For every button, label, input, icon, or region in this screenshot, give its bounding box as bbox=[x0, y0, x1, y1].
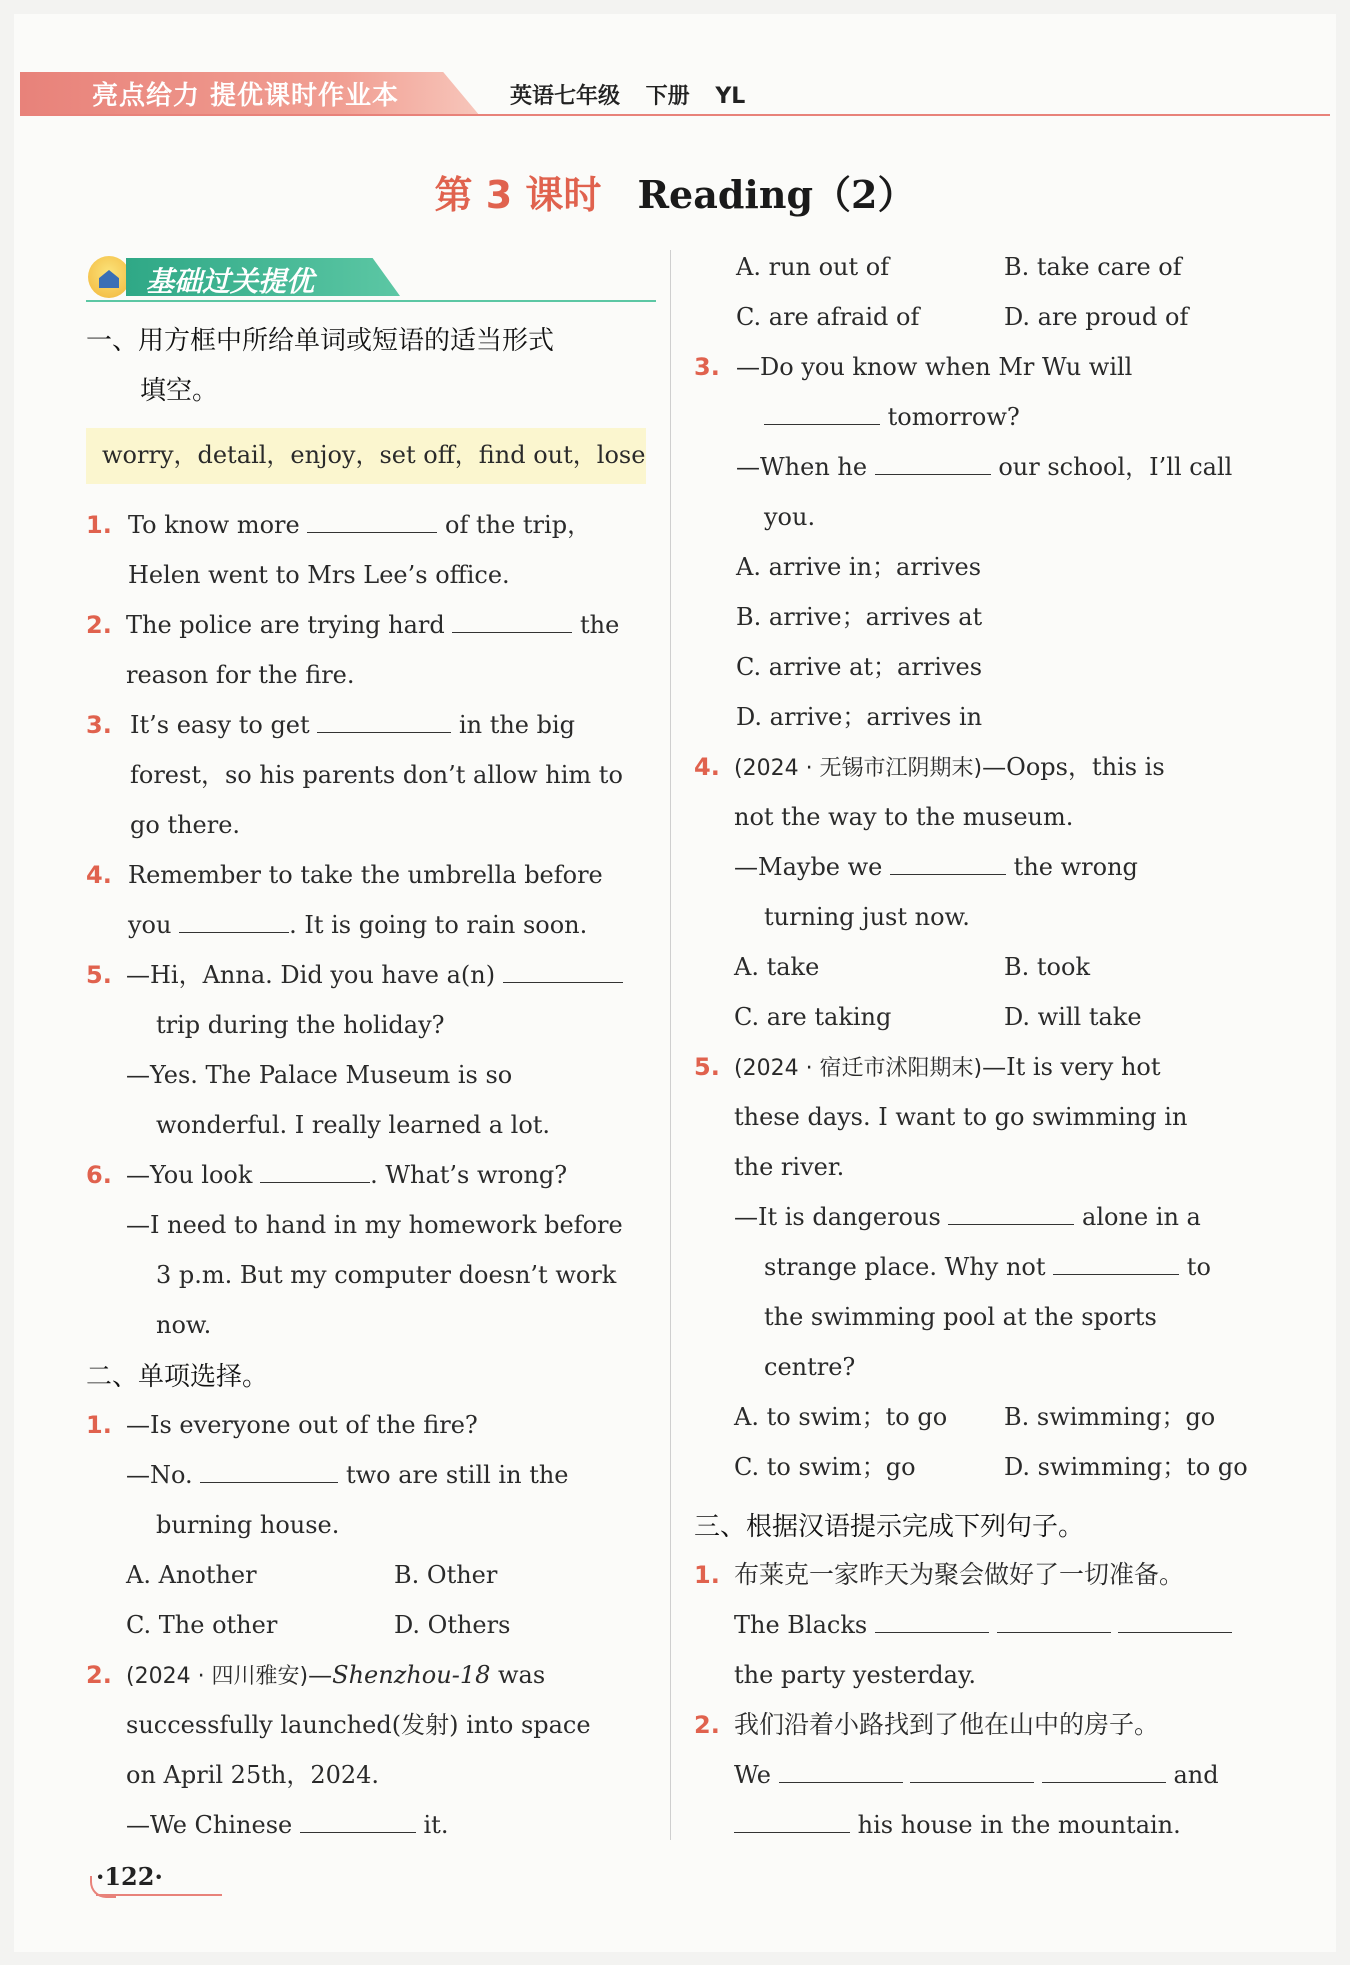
fill-item-4-line2: you . It is going to rain soon. bbox=[128, 900, 587, 950]
option-b[interactable]: B. arrive；arrives at bbox=[736, 603, 983, 631]
lesson-title: Reading（2） bbox=[637, 172, 916, 217]
fill-item-1-line1: To know more of the trip， bbox=[128, 500, 591, 550]
fill-item-6-line4: now. bbox=[156, 1311, 212, 1339]
banner-label: 基础过关提优 bbox=[146, 265, 315, 298]
answer-blank[interactable] bbox=[997, 1606, 1111, 1633]
item-number: 1. bbox=[86, 511, 112, 539]
fill-item-1-line2: Helen went to Mrs Lee’s office. bbox=[128, 561, 510, 589]
option-b[interactable]: B. take care of bbox=[1004, 253, 1182, 281]
answer-blank[interactable] bbox=[948, 1198, 1074, 1225]
mc-q2-line3: on April 25th，2024. bbox=[126, 1761, 380, 1789]
part3-heading: 三、根据汉语提示完成下列句子。 bbox=[694, 1512, 1085, 1542]
question-source: (2024 · 无锡市江阴期末) bbox=[734, 756, 983, 781]
answer-blank[interactable] bbox=[503, 956, 623, 983]
fill-item-6-line3: 3 p.m. But my computer doesn’t work bbox=[156, 1261, 617, 1289]
answer-blank[interactable] bbox=[200, 1456, 338, 1483]
mc-q5-line2: these days. I want to go swimming in bbox=[734, 1103, 1188, 1131]
house-icon bbox=[88, 256, 130, 298]
mc-q4-line4: turning just now. bbox=[764, 903, 970, 931]
mc-q4-line3: —Maybe we the wrong bbox=[734, 842, 1138, 892]
translate-2-line1: We and bbox=[734, 1750, 1219, 1800]
option-a[interactable]: A. run out of bbox=[736, 253, 890, 281]
answer-blank[interactable] bbox=[734, 1806, 850, 1833]
option-d[interactable]: D. are proud of bbox=[1004, 303, 1189, 331]
option-a[interactable]: A. Another bbox=[126, 1561, 257, 1589]
word-box bbox=[86, 428, 646, 484]
translate-1-line1: The Blacks bbox=[734, 1600, 1232, 1650]
fill-item-3-line2: forest，so his parents don’t allow him to bbox=[130, 761, 623, 789]
item-number: 2. bbox=[86, 611, 112, 639]
fill-item-5-line3: —Yes. The Palace Museum is so bbox=[126, 1061, 513, 1089]
header-book-info: 英语七年级 下册 YL bbox=[510, 84, 746, 109]
translate-1-chinese: 布莱克一家昨天为聚会做好了一切准备。 bbox=[734, 1560, 1185, 1589]
fill-item-3-line3: go there. bbox=[130, 811, 241, 839]
lesson-number: 第 3 课时 bbox=[434, 173, 602, 217]
answer-blank[interactable] bbox=[890, 848, 1006, 875]
item-number: 2. bbox=[86, 1661, 112, 1689]
answer-blank[interactable] bbox=[1053, 1248, 1179, 1275]
answer-blank[interactable] bbox=[317, 706, 451, 733]
fill-item-5-line1: —Hi，Anna. Did you have a(n) bbox=[126, 950, 623, 1000]
section-banner bbox=[86, 252, 406, 302]
answer-blank[interactable] bbox=[875, 1606, 989, 1633]
item-number: 5. bbox=[86, 961, 112, 989]
footer-rule bbox=[96, 1894, 222, 1896]
answer-blank[interactable] bbox=[910, 1756, 1034, 1783]
answer-blank[interactable] bbox=[1042, 1756, 1166, 1783]
answer-blank[interactable] bbox=[300, 1806, 416, 1833]
mc-q3-line2: tomorrow? bbox=[764, 392, 1020, 442]
option-c[interactable]: C. to swim；go bbox=[734, 1453, 916, 1481]
fill-item-6-line2: —I need to hand in my homework before bbox=[126, 1211, 623, 1239]
option-c[interactable]: C. are afraid of bbox=[736, 303, 920, 331]
fill-item-4-line1: Remember to take the umbrella before bbox=[128, 861, 603, 889]
mc-q5-line4: —It is dangerous alone in a bbox=[734, 1192, 1201, 1242]
part1-heading-line1: 一、用方框中所给单词或短语的适当形式 bbox=[86, 326, 555, 356]
item-number: 6. bbox=[86, 1161, 112, 1189]
item-number: 5. bbox=[694, 1053, 720, 1081]
mc-q1-line1: —Is everyone out of the fire? bbox=[126, 1411, 478, 1439]
answer-blank[interactable] bbox=[1118, 1606, 1232, 1633]
fill-item-5-line2: trip during the holiday? bbox=[156, 1011, 445, 1039]
mc-q1-line3: burning house. bbox=[156, 1511, 340, 1539]
answer-blank[interactable] bbox=[452, 606, 572, 633]
fill-item-2-line1: The police are trying hard the bbox=[126, 600, 619, 650]
question-source: (2024 · 宿迁市沭阳期末) bbox=[734, 1056, 983, 1081]
fill-item-6-line1: —You look . What’s wrong? bbox=[126, 1150, 567, 1200]
part2-heading: 二、单项选择。 bbox=[86, 1362, 269, 1392]
mc-q1-line2: —No. two are still in the bbox=[126, 1450, 569, 1500]
mc-q3-line1: —Do you know when Mr Wu will bbox=[736, 353, 1133, 381]
translate-2-chinese: 我们沿着小路找到了他在山中的房子。 bbox=[734, 1710, 1160, 1739]
fill-item-3-line1: It’s easy to get in the big bbox=[130, 700, 575, 750]
option-a[interactable]: A. arrive in；arrives bbox=[736, 553, 982, 581]
answer-blank[interactable] bbox=[307, 506, 437, 533]
mc-q5-line1: (2024 · 宿迁市沭阳期末)—It is very hot bbox=[734, 1053, 1161, 1081]
mc-q3-line4: you. bbox=[764, 503, 816, 531]
option-d[interactable]: D. swimming；to go bbox=[1004, 1453, 1248, 1481]
answer-blank[interactable] bbox=[779, 1756, 903, 1783]
page-title bbox=[0, 164, 1350, 219]
page-number: ·122· bbox=[96, 1862, 163, 1891]
fill-item-5-line4: wonderful. I really learned a lot. bbox=[156, 1111, 551, 1139]
fill-item-2-line2: reason for the fire. bbox=[126, 661, 355, 689]
option-a[interactable]: A. take bbox=[734, 953, 820, 981]
mc-q5-line5: strange place. Why not to bbox=[764, 1242, 1211, 1292]
item-number: 4. bbox=[86, 861, 112, 889]
option-c[interactable]: C. The other bbox=[126, 1611, 278, 1639]
option-c[interactable]: C. arrive at；arrives bbox=[736, 653, 983, 681]
answer-blank[interactable] bbox=[875, 448, 991, 475]
item-number: 3. bbox=[694, 353, 720, 381]
option-b[interactable]: B. swimming；go bbox=[1004, 1403, 1216, 1431]
question-source: (2024 · 四川雅安) bbox=[126, 1664, 309, 1689]
item-number: 4. bbox=[694, 753, 720, 781]
translate-2-line2: his house in the mountain. bbox=[734, 1800, 1181, 1850]
header-brand: 亮点给力 提优课时作业本 bbox=[92, 81, 400, 111]
header-rule bbox=[20, 114, 1330, 116]
answer-blank[interactable] bbox=[260, 1156, 370, 1183]
translate-1-line2: the party yesterday. bbox=[734, 1661, 976, 1689]
mc-q5-line7: centre? bbox=[764, 1353, 856, 1381]
mc-q2-line1: (2024 · 四川雅安)—Shenzhou-18 was bbox=[126, 1661, 546, 1689]
mc-q5-line6: the swimming pool at the sports bbox=[764, 1303, 1157, 1331]
item-number: 1. bbox=[694, 1561, 720, 1589]
item-number: 2. bbox=[694, 1711, 720, 1739]
mc-q5-line3: the river. bbox=[734, 1153, 845, 1181]
mc-q2-line4: —We Chinese it. bbox=[126, 1800, 448, 1850]
answer-blank[interactable] bbox=[764, 398, 880, 425]
option-c[interactable]: C. are taking bbox=[734, 1003, 892, 1031]
mc-q3-line3: —When he our school，I’ll call bbox=[736, 442, 1232, 492]
mc-q2-line2: successfully launched(发射) into space bbox=[126, 1711, 591, 1739]
option-a[interactable]: A. to swim；to go bbox=[734, 1403, 948, 1431]
banner-rule bbox=[86, 300, 656, 302]
item-number: 1. bbox=[86, 1411, 112, 1439]
column-divider bbox=[670, 250, 671, 1840]
mc-q4-line1: (2024 · 无锡市江阴期末)—Oops，this is bbox=[734, 753, 1165, 781]
part1-heading-line2: 填空。 bbox=[140, 376, 219, 406]
mc-q4-line2: not the way to the museum. bbox=[734, 803, 1074, 831]
word-box-text: worry，detail，enjoy，set off，find out，lose bbox=[102, 441, 646, 469]
option-d[interactable]: D. will take bbox=[1004, 1003, 1142, 1031]
option-b[interactable]: B. took bbox=[1004, 953, 1090, 981]
option-b[interactable]: B. Other bbox=[394, 1561, 498, 1589]
item-number: 3. bbox=[86, 711, 112, 739]
option-d[interactable]: D. arrive；arrives in bbox=[736, 703, 983, 731]
option-d[interactable]: D. Others bbox=[394, 1611, 511, 1639]
answer-blank[interactable] bbox=[179, 906, 289, 933]
